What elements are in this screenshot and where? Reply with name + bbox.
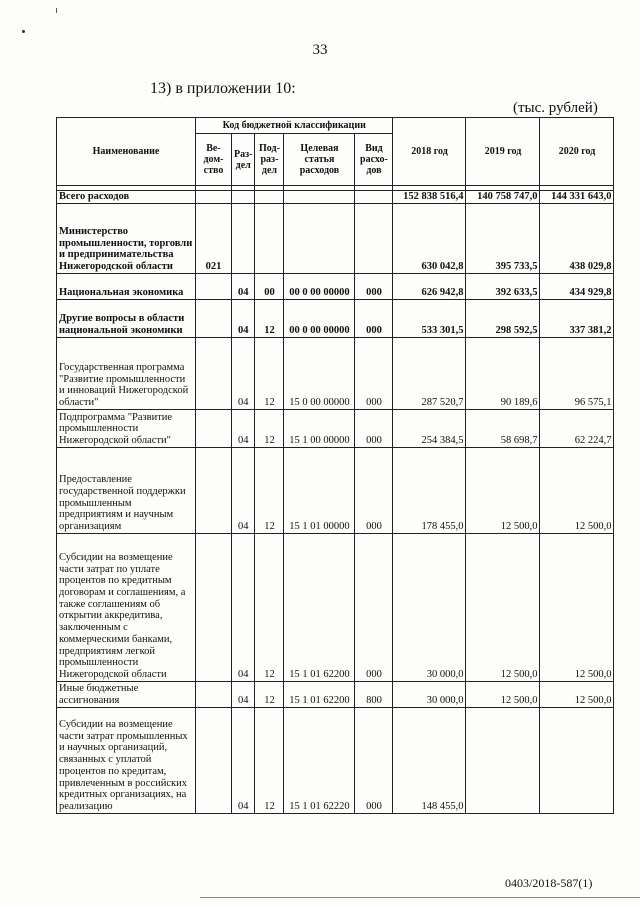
row-2018: 626 942,8 bbox=[393, 273, 466, 299]
row-2019: 298 592,5 bbox=[466, 299, 540, 337]
row-podrazdel: 12 bbox=[255, 409, 284, 447]
row-2018: 533 301,5 bbox=[393, 299, 466, 337]
row-cel: 15 1 01 62220 bbox=[284, 707, 355, 813]
row-name: Всего расходов bbox=[57, 191, 196, 204]
row-name: Подпрограмма "Развитие промышленности Нижегородской области" bbox=[57, 409, 196, 447]
row-2020: 12 500,0 bbox=[540, 681, 614, 707]
row-vid: 000 bbox=[355, 337, 393, 409]
row-razdel: 04 bbox=[232, 533, 255, 681]
row-ved bbox=[196, 447, 232, 533]
row-2019: 140 758 747,0 bbox=[466, 191, 540, 204]
row-ved bbox=[196, 191, 232, 204]
row-ved bbox=[196, 533, 232, 681]
units-label: (тыс. рублей) bbox=[513, 100, 598, 116]
row-2019: 395 733,5 bbox=[466, 203, 540, 273]
row-2020: 337 381,2 bbox=[540, 299, 614, 337]
header-2019: 2019 год bbox=[466, 118, 540, 186]
row-name: Субсидии на возмещение части затрат по уплате процентов по кредитным договорам и соглашениям, а также соглашениям об открытии аккредитива, заключенным с коммерческими банками, предприятиям легкой промышленности Нижегородской области bbox=[57, 533, 196, 681]
row-razdel: 04 bbox=[232, 273, 255, 299]
row-2020: 434 929,8 bbox=[540, 273, 614, 299]
row-cel: 00 0 00 00000 bbox=[284, 273, 355, 299]
row-2020: 62 224,7 bbox=[540, 409, 614, 447]
row-vid: 000 bbox=[355, 299, 393, 337]
table-row bbox=[57, 191, 614, 204]
row-cel bbox=[284, 191, 355, 204]
row-razdel: 04 bbox=[232, 299, 255, 337]
row-ved bbox=[196, 273, 232, 299]
row-vid: 000 bbox=[355, 447, 393, 533]
row-ved bbox=[196, 707, 232, 813]
row-2018: 30 000,0 bbox=[393, 681, 466, 707]
scan-mark bbox=[56, 8, 57, 13]
row-cel: 00 0 00 00000 bbox=[284, 299, 355, 337]
header-2018: 2018 год bbox=[393, 118, 466, 186]
header-code-group: Код бюджетной классификации bbox=[196, 118, 393, 134]
row-2018: 152 838 516,4 bbox=[393, 191, 466, 204]
table-row bbox=[57, 273, 614, 299]
table-row bbox=[57, 707, 614, 813]
row-2020 bbox=[540, 707, 614, 813]
row-name: Субсидии на возмещение части затрат промышленных и научных организаций, связанных с уплатой процентов по кредитам, привлеченным в российских кредитных организациях, на реализацию bbox=[57, 707, 196, 813]
row-cel bbox=[284, 203, 355, 273]
row-2020: 144 331 643,0 bbox=[540, 191, 614, 204]
budget-table bbox=[56, 117, 614, 814]
row-2019 bbox=[466, 707, 540, 813]
row-name: Министерство промышленности, торговли и предпринимательства Нижегородской области bbox=[57, 203, 196, 273]
header-ved: Ве-дом-ство bbox=[196, 134, 232, 186]
row-cel: 15 1 00 00000 bbox=[284, 409, 355, 447]
scan-edge-line bbox=[200, 897, 640, 898]
header-vid: Вид расхо-дов bbox=[355, 134, 393, 186]
row-name: Национальная экономика bbox=[57, 273, 196, 299]
intro-text: 13) в приложении 10: bbox=[150, 80, 296, 97]
row-2018: 630 042,8 bbox=[393, 203, 466, 273]
row-2020: 96 575,1 bbox=[540, 337, 614, 409]
row-2019: 58 698,7 bbox=[466, 409, 540, 447]
row-podrazdel: 12 bbox=[255, 707, 284, 813]
row-name: Предоставление государственной поддержки промышленным предприятиям и научным организациям bbox=[57, 447, 196, 533]
scan-dot bbox=[22, 30, 25, 33]
header-2020: 2020 год bbox=[540, 118, 614, 186]
row-vid: 000 bbox=[355, 533, 393, 681]
row-2020: 12 500,0 bbox=[540, 447, 614, 533]
row-ved: 021 bbox=[196, 203, 232, 273]
header-razdel: Раз-дел bbox=[232, 134, 255, 186]
row-2019: 12 500,0 bbox=[466, 533, 540, 681]
table-row bbox=[57, 409, 614, 447]
table-row bbox=[57, 299, 614, 337]
table-row bbox=[57, 203, 614, 273]
row-name: Другие вопросы в области национальной экономики bbox=[57, 299, 196, 337]
row-2019: 90 189,6 bbox=[466, 337, 540, 409]
row-podrazdel bbox=[255, 203, 284, 273]
row-cel: 15 0 00 00000 bbox=[284, 337, 355, 409]
header-podrazdel: Под-раз-дел bbox=[255, 134, 284, 186]
row-vid: 000 bbox=[355, 273, 393, 299]
row-razdel bbox=[232, 203, 255, 273]
row-name: Иные бюджетные ассигнования bbox=[57, 681, 196, 707]
row-razdel: 04 bbox=[232, 681, 255, 707]
row-vid bbox=[355, 203, 393, 273]
row-2019: 12 500,0 bbox=[466, 447, 540, 533]
page-number: 33 bbox=[312, 42, 328, 58]
row-podrazdel: 12 bbox=[255, 447, 284, 533]
row-2020: 12 500,0 bbox=[540, 533, 614, 681]
row-2019: 392 633,5 bbox=[466, 273, 540, 299]
row-vid bbox=[355, 191, 393, 204]
row-cel: 15 1 01 00000 bbox=[284, 447, 355, 533]
row-razdel: 04 bbox=[232, 707, 255, 813]
row-razdel bbox=[232, 191, 255, 204]
row-ved bbox=[196, 299, 232, 337]
table-row bbox=[57, 447, 614, 533]
row-cel: 15 1 01 62200 bbox=[284, 681, 355, 707]
row-podrazdel: 12 bbox=[255, 337, 284, 409]
row-vid: 800 bbox=[355, 681, 393, 707]
row-podrazdel bbox=[255, 191, 284, 204]
row-name: Государственная программа "Развитие промышленности и инноваций Нижегородской области" bbox=[57, 337, 196, 409]
table-row bbox=[57, 533, 614, 681]
row-podrazdel: 12 bbox=[255, 681, 284, 707]
row-cel: 15 1 01 62200 bbox=[284, 533, 355, 681]
row-2018: 178 455,0 bbox=[393, 447, 466, 533]
row-ved bbox=[196, 409, 232, 447]
row-2019: 12 500,0 bbox=[466, 681, 540, 707]
table-row bbox=[57, 681, 614, 707]
row-2020: 438 029,8 bbox=[540, 203, 614, 273]
row-2018: 287 520,7 bbox=[393, 337, 466, 409]
row-razdel: 04 bbox=[232, 447, 255, 533]
row-podrazdel: 12 bbox=[255, 299, 284, 337]
row-2018: 254 384,5 bbox=[393, 409, 466, 447]
row-ved bbox=[196, 681, 232, 707]
header-name: Наименование bbox=[57, 118, 196, 186]
row-podrazdel: 00 bbox=[255, 273, 284, 299]
header-cel: Целевая статья расходов bbox=[284, 134, 355, 186]
row-2018: 30 000,0 bbox=[393, 533, 466, 681]
table-row bbox=[57, 337, 614, 409]
row-vid: 000 bbox=[355, 707, 393, 813]
row-ved bbox=[196, 337, 232, 409]
row-vid: 000 bbox=[355, 409, 393, 447]
row-razdel: 04 bbox=[232, 409, 255, 447]
row-podrazdel: 12 bbox=[255, 533, 284, 681]
document-code: 0403/2018-587(1) bbox=[505, 876, 593, 890]
row-razdel: 04 bbox=[232, 337, 255, 409]
row-2018: 148 455,0 bbox=[393, 707, 466, 813]
